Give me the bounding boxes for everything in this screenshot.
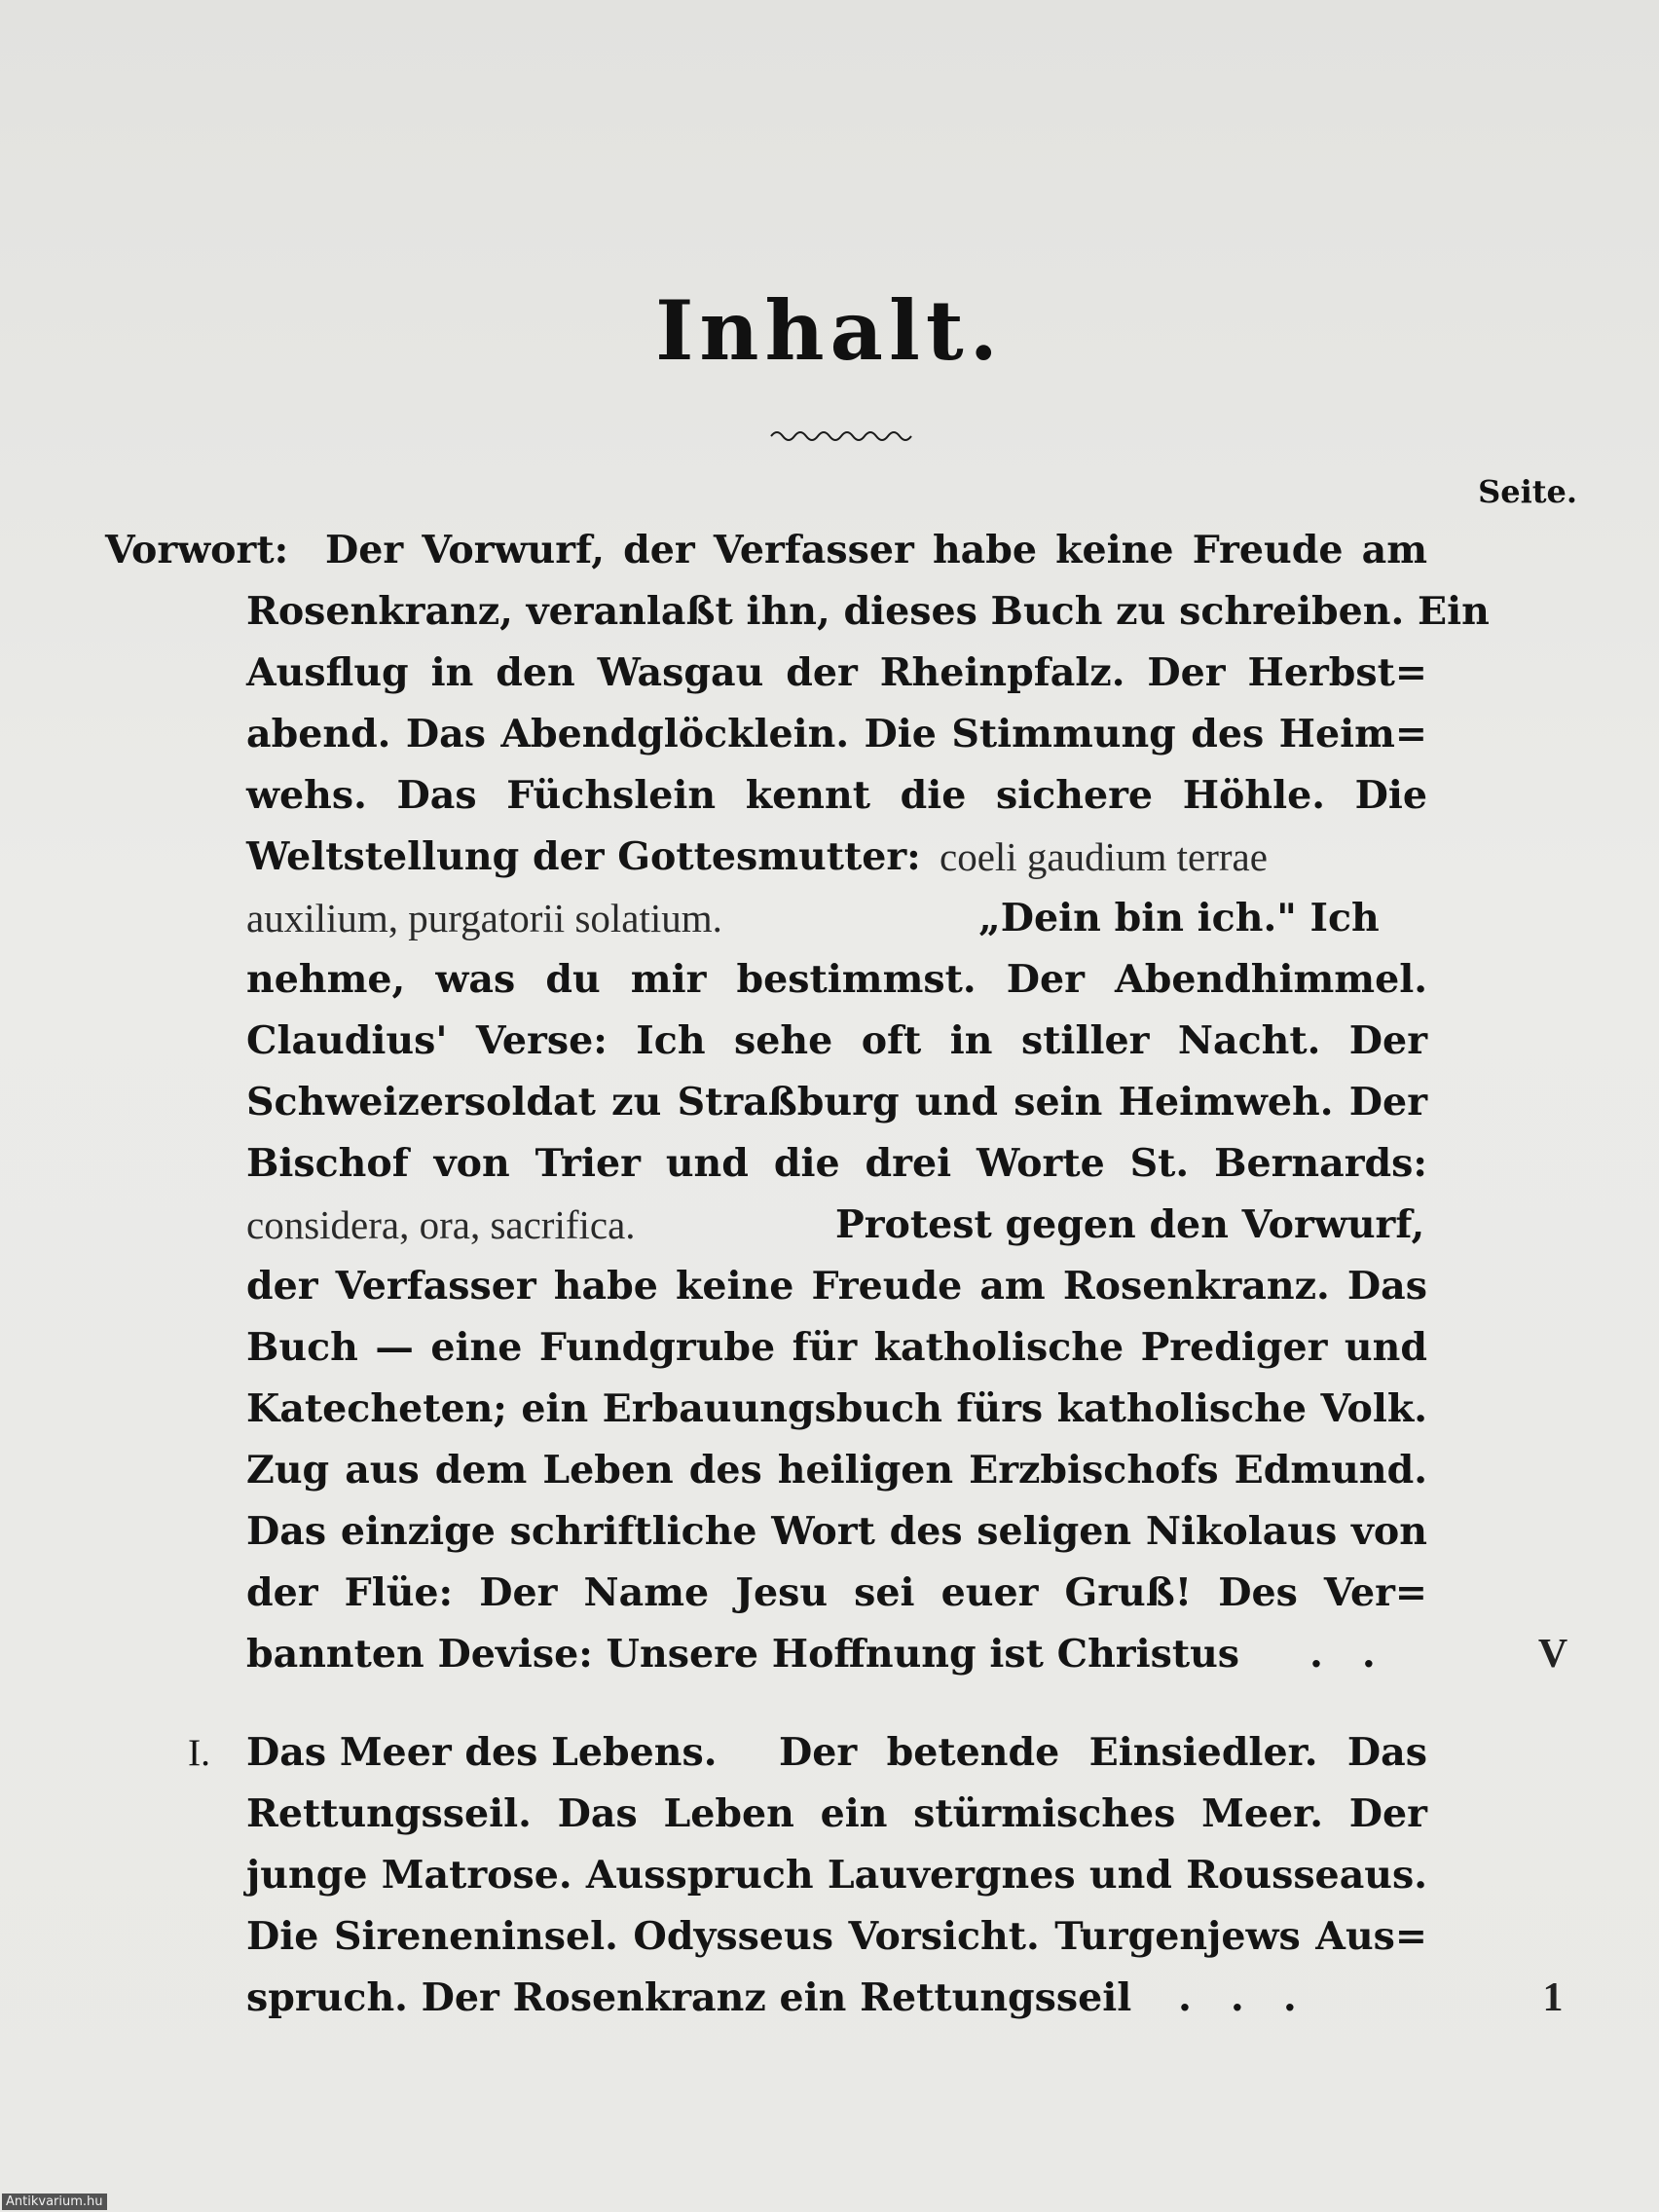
toc-chapter-number: I.	[188, 1731, 211, 1774]
toc-line-latin: auxilium, purgatorii solatium.	[246, 896, 722, 940]
toc-line: wehs. Das Füchslein kennt die sichere Höhle. Die	[246, 773, 1427, 818]
toc-line: Schweizersoldat zu Straßburg und sein Heimweh. Der	[246, 1080, 1427, 1124]
toc-line: der Flüe: Der Name Jesu sei euer Gruß! Des Ver=	[246, 1570, 1427, 1615]
watermark: Antikvarium.hu	[2, 2194, 107, 2210]
toc-chapter-heading: Das Meer des Lebens.	[246, 1730, 718, 1775]
toc-line: Die Sireneninsel. Odysseus Vorsicht. Turgenjews Aus=	[246, 1914, 1427, 1959]
toc-line: Ausflug in den Wasgau der Rheinpfalz. Der Herbst=	[246, 650, 1427, 695]
dot-leaders: ...	[1178, 1974, 1336, 2020]
toc-line: Der betende Einsiedler. Das	[779, 1730, 1427, 1775]
toc-line: Weltstellung der Gottesmutter:	[246, 834, 921, 879]
dot-leaders: ..	[1309, 1631, 1415, 1677]
toc-line: Der Vorwurf, der Verfasser habe keine Freude am	[325, 528, 1427, 572]
toc-line: bannten Devise: Unsere Hoffnung ist Christus	[246, 1632, 1240, 1677]
page-title: Inhalt.	[655, 282, 1004, 379]
toc-line: „Dein bin ich." Ich	[978, 896, 1380, 940]
toc-line: Zug aus dem Leben des heiligen Erzbischofs Edmund.	[246, 1448, 1427, 1493]
show-through-bleed	[584, 0, 1558, 448]
page-column-label: Seite.	[1478, 473, 1577, 510]
toc-page-number: 1	[1542, 1975, 1564, 2020]
ornament-divider	[769, 419, 915, 448]
toc-page-number: V	[1537, 1632, 1568, 1677]
toc-line: Das einzige schriftliche Wort des seligen Nikolaus von	[246, 1509, 1427, 1554]
toc-line: nehme, was du mir bestimmst. Der Abendhimmel.	[246, 957, 1427, 1002]
toc-line: junge Matrose. Ausspruch Lauvergnes und Rousseaus.	[246, 1853, 1427, 1898]
toc-line: Katecheten; ein Erbauungsbuch fürs katholische Volk.	[246, 1386, 1427, 1431]
toc-line: der Verfasser habe keine Freude am Rosenkranz. Das	[246, 1264, 1427, 1309]
toc-entry-lead: Vorwort:	[105, 528, 289, 572]
toc-line-latin: considera, ora, sacrifica.	[246, 1202, 636, 1247]
toc-line: Rettungsseil. Das Leben ein stürmisches Meer. Der	[246, 1791, 1427, 1836]
toc-line: Buch — eine Fundgrube für katholische Prediger und	[246, 1325, 1427, 1370]
toc-line: abend. Das Abendglöcklein. Die Stimmung des Heim=	[246, 712, 1427, 756]
toc-line: Bischof von Trier und die drei Worte St. Bernards:	[246, 1141, 1427, 1186]
toc-line: Claudius' Verse: Ich sehe oft in stiller Nacht. Der	[246, 1018, 1427, 1063]
toc-line: Rosenkranz, veranlaßt ihn, dieses Buch zu schreiben. Ein	[246, 589, 1490, 634]
toc-line: Protest gegen den Vorwurf,	[835, 1202, 1425, 1247]
toc-line: spruch. Der Rosenkranz ein Rettungsseil	[246, 1975, 1132, 2020]
toc-line-latin: coeli gaudium terrae	[940, 834, 1268, 879]
